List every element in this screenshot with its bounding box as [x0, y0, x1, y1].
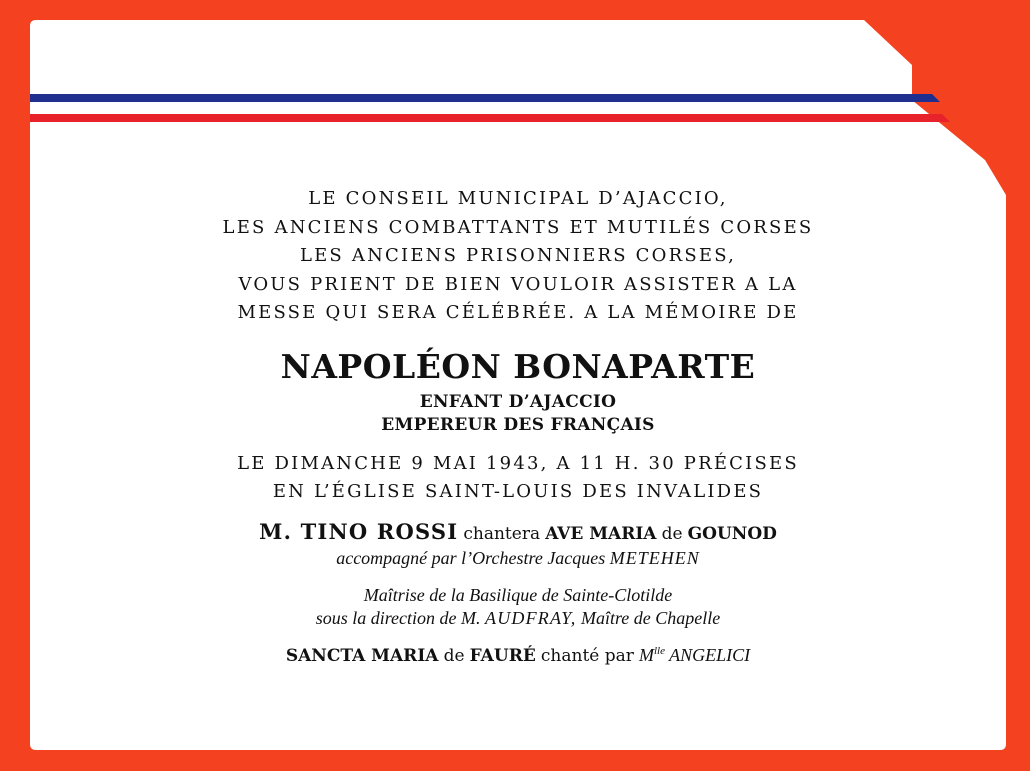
sancta-composer: FAURÉ — [469, 646, 536, 666]
sancta-verb: chanté par — [540, 646, 634, 666]
accompaniment-line — [30, 548, 1006, 569]
singer-piece: AVE MARIA — [545, 524, 657, 544]
intro-line-2: LES ANCIENS COMBATTANTS ET MUTILÉS CORSES — [222, 217, 814, 238]
sancta-title-m: M — [638, 645, 654, 665]
tricolor-stripe-red — [30, 114, 950, 122]
tricolor-stripe-blue — [30, 94, 940, 102]
orchestra-name: METEHEN — [609, 548, 700, 568]
intro-line-1: LE CONSEIL MUNICIPAL D’AJACCIO, — [308, 188, 728, 209]
sancta-piece: SANCTA MARIA — [285, 646, 439, 666]
direction-line — [30, 608, 1006, 629]
singer-name: M. TINO ROSSI — [259, 519, 459, 544]
director-name: AUDFRAY, — [485, 608, 577, 628]
direction-prefix: sous la direction de M. — [315, 608, 481, 628]
place-line: EN L’ÉGLISE SAINT-LOUIS DES INVALIDES — [272, 481, 764, 502]
sancta-singer — [639, 645, 750, 665]
singer-verb: chantera — [463, 524, 541, 544]
honoree-title-2: EMPEREUR DES FRANÇAIS — [381, 415, 655, 435]
sancta-title-sup: lle — [653, 645, 665, 657]
intro-line-4: VOUS PRIENT DE BIEN VOULOIR ASSISTER A LA — [238, 274, 798, 295]
singer-de: de — [661, 524, 683, 544]
sancta-de: de — [443, 646, 465, 666]
honoree-title-1: ENFANT D’AJACCIO — [419, 392, 617, 412]
sancta-singer-name: ANGELICI — [669, 645, 751, 665]
sancta-line — [30, 645, 1006, 666]
accompaniment-text: accompagné par l’Orchestre Jacques — [336, 548, 606, 568]
intro-line-5: MESSE QUI SERA CÉLÉBRÉE. A LA MÉMOIRE DE — [237, 302, 799, 323]
invitation-card — [30, 20, 1006, 750]
direction-suffix: Maître de Chapelle — [580, 608, 721, 628]
date-line: LE DIMANCHE 9 MAI 1943, A 11 H. 30 PRÉCISES — [237, 453, 799, 474]
choir-line: Maîtrise de la Basilique de Sainte-Clotilde — [363, 585, 673, 605]
singer-line — [30, 519, 1006, 544]
honoree-name: NAPOLÉON BONAPARTE — [280, 347, 756, 386]
intro-line-3: LES ANCIENS PRISONNIERS CORSES, — [299, 245, 737, 266]
singer-composer: GOUNOD — [687, 524, 777, 544]
